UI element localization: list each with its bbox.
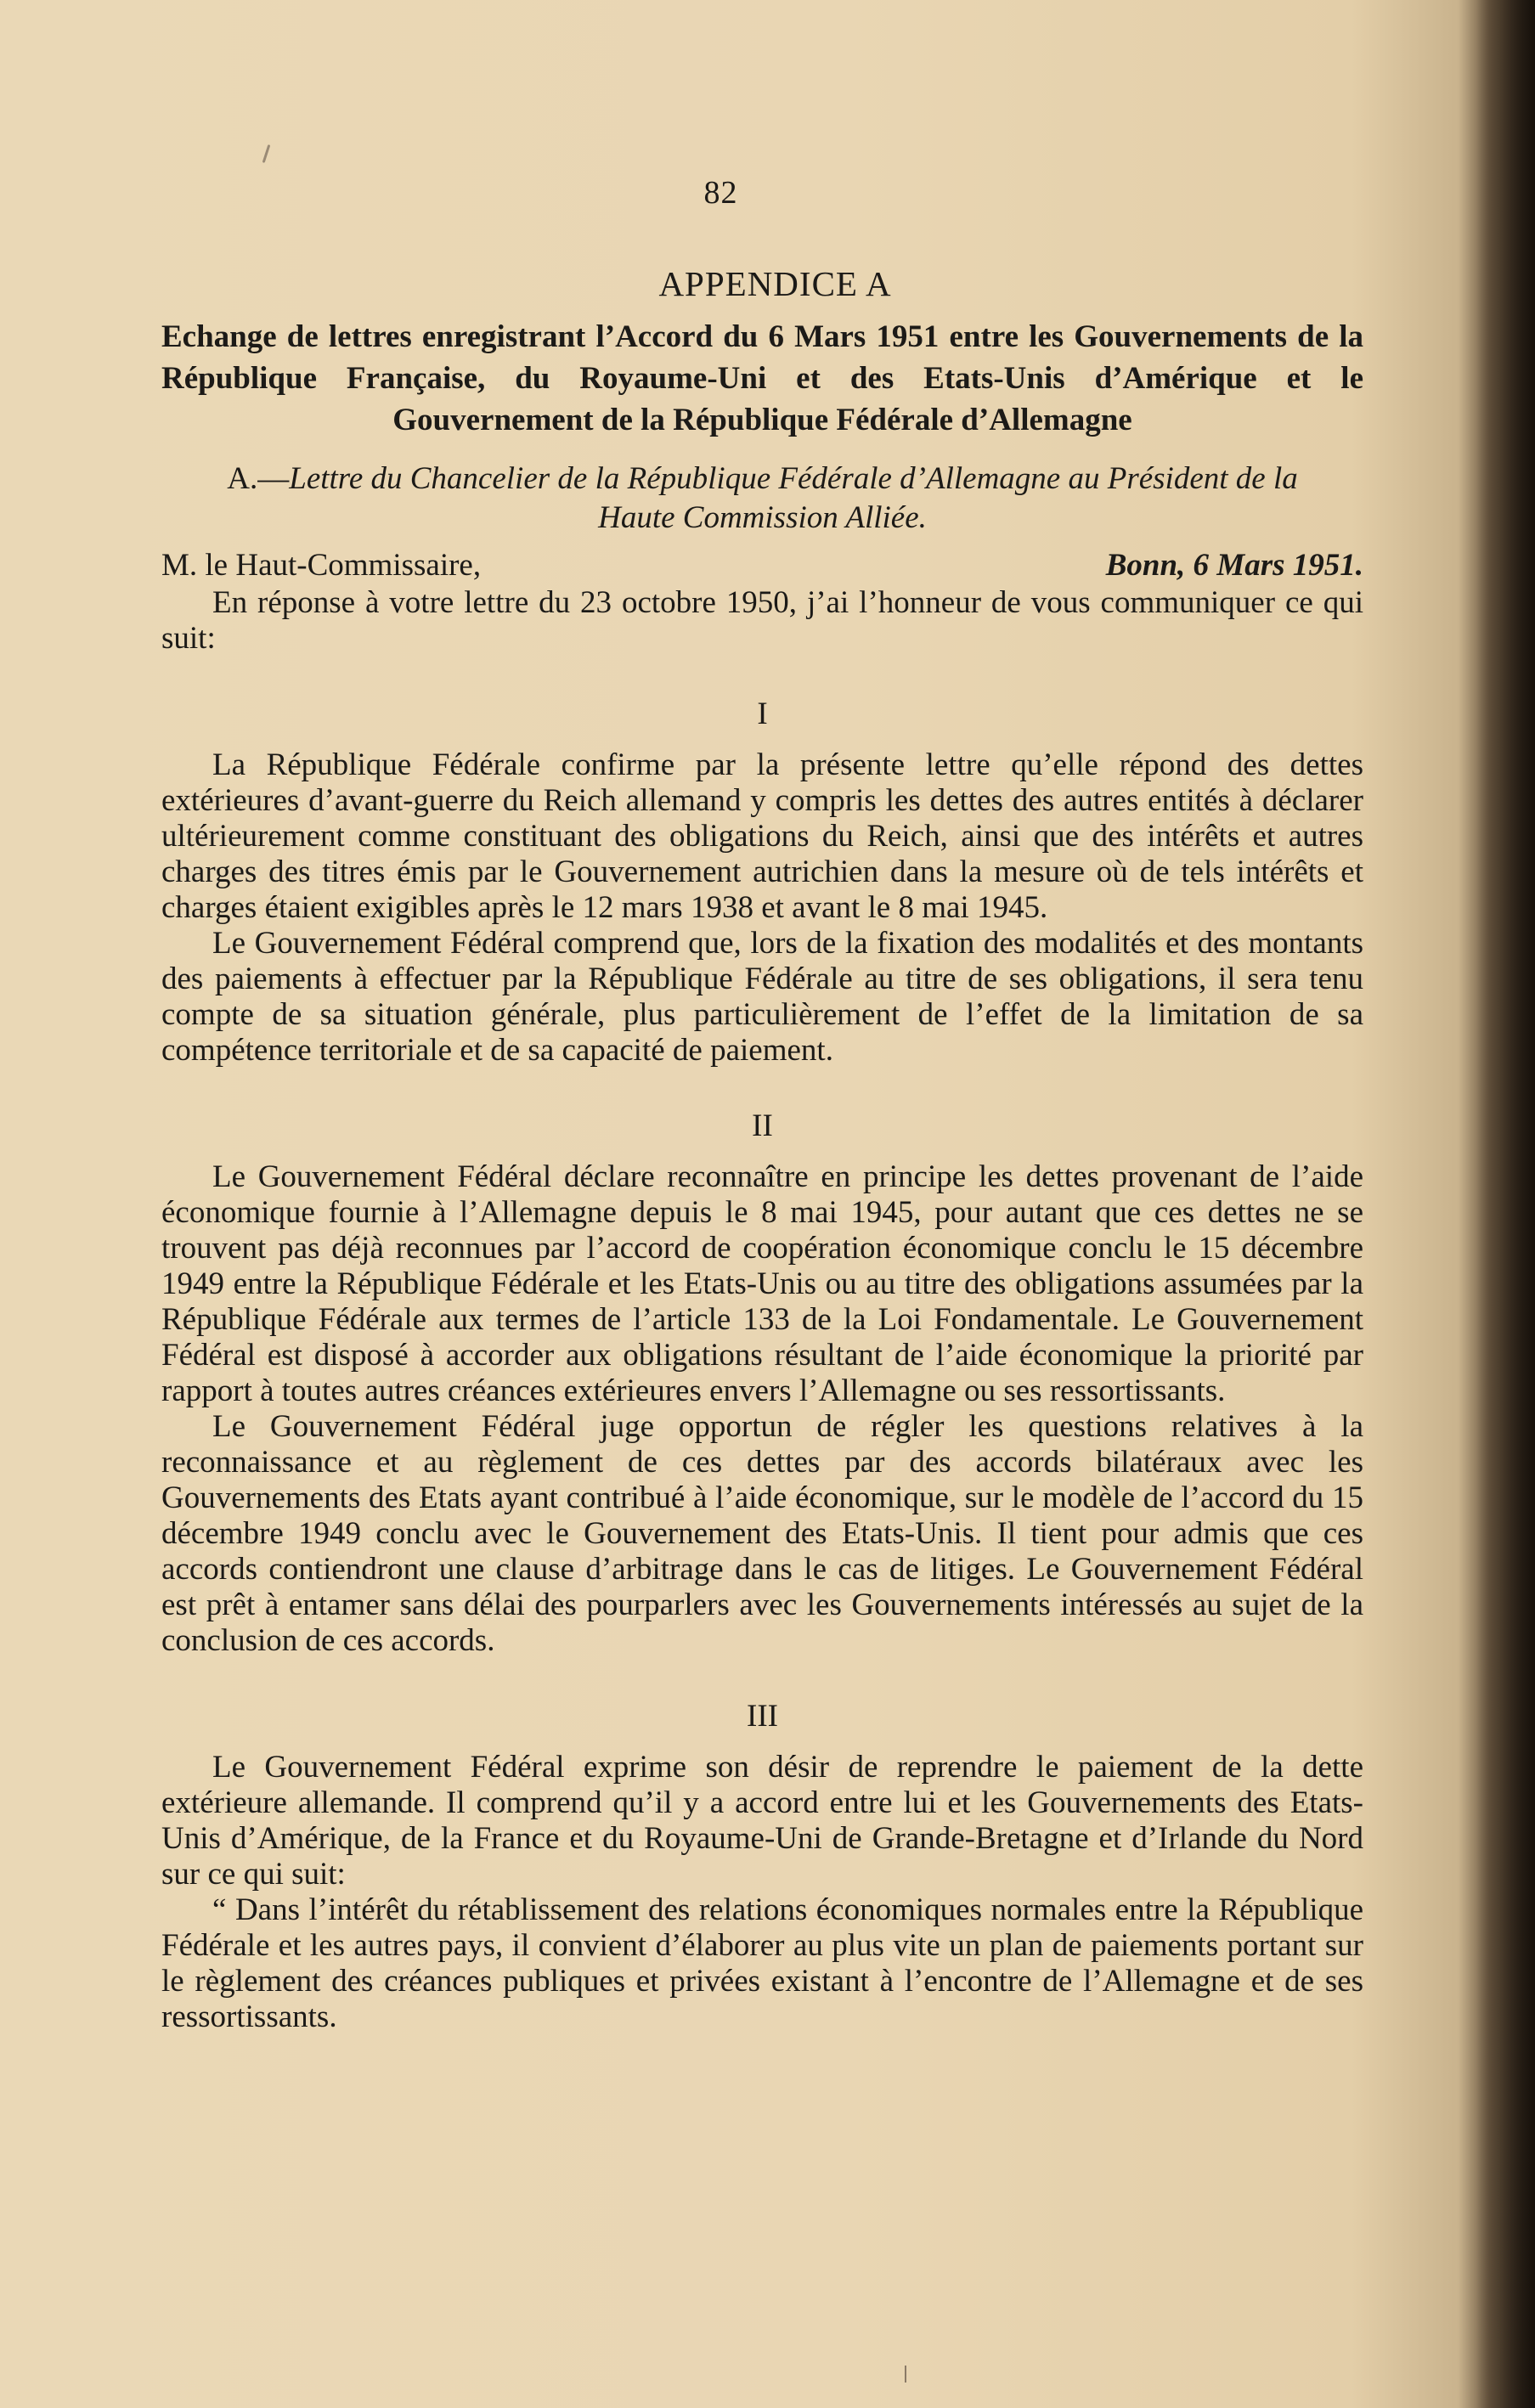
page-number: 82	[703, 175, 738, 211]
letter-subtitle-text: Lettre du Chancelier de la République Fédérale d’Allemagne au Président de la Haute Commission Alliée.	[289, 461, 1298, 535]
page-content	[161, 263, 1363, 2035]
section-2-paragraph-2: Le Gouvernement Fédéral juge opportun de régler les questions relatives à la reconnaissance et au règlement de ces dettes par des accords bilatéraux avec les Gouvernements des Etats ayant contribué à l’aide économique, sur le modèle de l’accord du 15 décembre 1949 conclu avec le Gouvernement des Etats-Unis. Il tient pour admis que ces accords contiendront une clause d’arbitrage dans le cas de litiges. Le Gouvernement Fédéral est prêt à entamer sans délai des pourparlers avec les Gouvernements intéressés au sujet de la conclusion de ces accords.	[161, 1409, 1363, 1658]
appendix-heading: Echange de lettres enregistrant l’Accord du 6 Mars 1951 entre les Gouvernements de la République Française, du Royaume-Uni et des Etats-Unis d’Amérique et le Gouvernement de la République Fédérale d’Allemagne	[161, 319, 1363, 437]
section-number-3: III	[747, 1699, 778, 1734]
page-edge-shadow	[1476, 0, 1535, 2408]
place-date: Bonn, 6 Mars 1951.	[1105, 548, 1363, 583]
margin-mark	[905, 2366, 906, 2383]
section-2-paragraph-1: Le Gouvernement Fédéral déclare reconnaître en principe les dettes provenant de l’aide économique fournie à l’Allemagne depuis le 8 mai 1945, pour autant que ces dettes ne se trouvent pas déjà reconnues par l’accord de coopération économique conclu le 15 décembre 1949 entre la République Fédérale et les Etats-Unis ou au titre des obligations assumées par la République Fédérale aux termes de l’article 133 de la Loi Fondamentale. Le Gouvernement Fédéral est disposé à accorder aux obligations résultant de l’aide économique la priorité par rapport à toutes autres créances extérieures envers l’Allemagne ou ses ressortissants.	[161, 1159, 1363, 1408]
salutation: M. le Haut-Commissaire,	[161, 548, 482, 583]
letter-subtitle	[161, 460, 1363, 538]
section-1-paragraph-2: Le Gouvernement Fédéral comprend que, lors de la fixation des modalités et des montants des paiements à effectuer par la République Fédérale au titre de ses obligations, il sera tenu compte de sa situation générale, plus particulièrement de l’effet de la limitation de sa compétence territoriale et de sa capacité de paiement.	[161, 926, 1363, 1068]
section-3-paragraph-2: “ Dans l’intérêt du rétablissement des relations économiques normales entre la République Fédérale et les autres pays, il convient d’élaborer au plus vite un plan de paiements portant sur le règlement des créances publiques et privées existant à l’encontre de l’Allemagne et de ses ressortissants.	[161, 1892, 1363, 2034]
intro-paragraph: En réponse à votre lettre du 23 octobre 1950, j’ai l’honneur de vous communiquer ce qui suit:	[161, 585, 1363, 656]
section-3-paragraph-1: Le Gouvernement Fédéral exprime son désir de reprendre le paiement de la dette extérieure allemande. Il comprend qu’il y a accord entre lui et les Gouvernements des Etats-Unis d’Amérique, de la France et du Royaume-Uni de Grande-Bretagne et d’Irlande du Nord sur ce qui suit:	[161, 1750, 1363, 1892]
pencil-mark	[262, 144, 271, 163]
section-1-paragraph-1: La République Fédérale confirme par la présente lettre qu’elle répond des dettes extérieures d’avant-guerre du Reich allemand y compris les dettes des autres entités à déclarer ultérieurement comme constituant des obligations du Reich, ainsi que des intérêts et autres charges des titres émis par le Gouvernement autrichien dans la mesure où de tels intérêts et charges étaient exigibles après le 12 mars 1938 et avant le 8 mai 1945.	[161, 747, 1363, 925]
letter-subtitle-lead: A.—	[227, 461, 290, 496]
appendix-title: APPENDICE A	[658, 264, 892, 303]
salutation-row	[161, 546, 1363, 585]
section-number-1: I	[757, 696, 768, 731]
section-number-2: II	[752, 1108, 773, 1143]
